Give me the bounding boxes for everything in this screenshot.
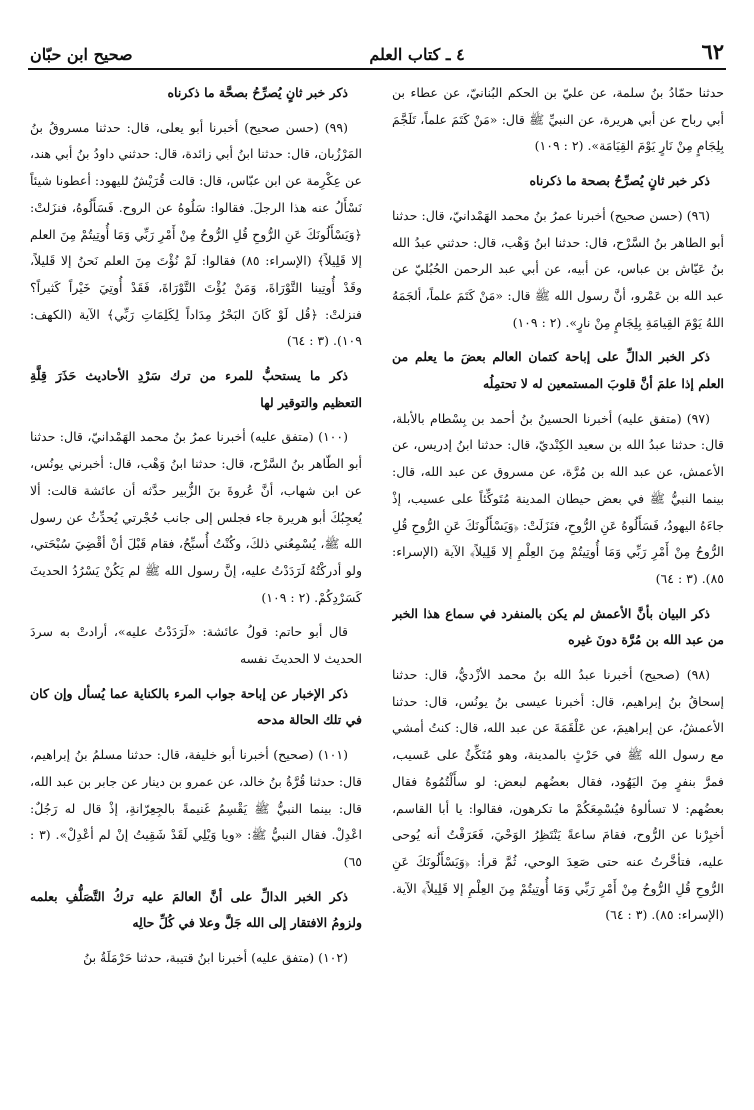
page-header (30, 36, 724, 64)
right-column (392, 80, 724, 1100)
section-heading: ذكر الخبر الدالِّ على أنَّ العالمَ عليه تركُ التَّصَلُّفِ بعلمه ولزومُ الافتقار إلى الله جَلَّ وعلا في كُلِّ حالِه (30, 888, 362, 931)
hadith-paragraph: (٩٧) (متفق عليه) أخبرنا الحسينُ بنُ أحمد بن بِسْطام بالأبلة، قال: حدثنا عبدُ الله بن سعيد الكِنْديّ، قال: حدثنا ابنُ إدريس، عن الأعمش، عن عبد الله بن مُرَّة، عن مسروق عن عبد الله، قال: بينما النبيُّ ﷺ في بعض حيطان المدينة مُتَوكِّئاً على عسيب، إذْ جاءَهُ اليهودُ، فَسَأَلُوهُ عَنِ الرُّوحِ، فنَزَلَتْ: ﴿وَيَسْأَلُونَكَ عَنِ الرُّوحِ قُلِ الرُّوحُ مِنْ أَمْرِ رَبِّي وَمَا أُوتِيتُمْ مِنَ العِلْمِ إلا قَلِيلاً﴾ الآية (الإسراء: ٨٥). (٣ : ٦٤) (392, 410, 724, 586)
section-heading: ذكر خبر ثانٍ يُصرِّحُ بصحَّة ما ذكرناه (167, 85, 348, 100)
header-rule (28, 68, 726, 70)
section-heading: ذكر البيان بأنَّ الأعمش لم يكن بالمنفرد في سماع هذا الخبر من عبد الله بن مُرَّة دونَ غيره (392, 605, 724, 648)
hadith-paragraph: (٩٦) (حسن صحيح) أخبرنا عمرُ بنُ محمد الهَمْدانيّ، قال: حدثنا أبو الطاهر بنُ السَّرْح، قال: حدثنا ابنُ وَهْب، قال: حدثني عبدُ الله بنُ عَيّاش بن عباس، عن أبيه، عن أبي عبد الرحمن الحُبُليّ عن عبد الله بن عَمْرو، أنَّ رسول الله ﷺ قال: «مَنْ كَتَمَ علماً، ألجَمَهُ اللهُ يَوْمَ القِيامَةِ بِلِجَامٍ مِنْ نارٍ». (٢ : ١٠٩) (392, 207, 724, 330)
paragraph: حدثنا حمّادُ بنُ سلمة، عن عليّ بن الحكم البُنانيّ، عن عطاء بن أبي رباح عن أبي هريرة، عن النبيِّ ﷺ قال: «مَنْ كَتَمَ علماً، تَلَجَّمَ بِلِجَامٍ مِنْ نَارٍ يَوْمَ القِيَامَة». (٢ : ١٠٩) (392, 85, 724, 154)
chapter-title: ٤ ـ كتاب العلم (369, 45, 465, 64)
page-number: ٦٢ (701, 39, 724, 64)
section-heading: ذكر خبر ثانٍ يُصرِّحُ بصحة ما ذكرناه (529, 173, 710, 189)
hadith-paragraph: (٩٩) (حسن صحيح) أخبرنا أبو يعلى، قال: حدثنا مسروقُ بنُ المَرْزُبان، قال: حدثنا ابنُ أبي زائدة، قال: حدثني داودُ بنُ أبي هند، عن عِكْرِمة عن ابن عبّاس، قال: قالت قُرَيْشٌ لليهود: أعطونا شيئاً نَسْأَلُ عنه هذا الرجلَ. فقالوا: سَلُوهُ عن الروح. فَسَأَلُوهُ، فنزَلتْ: ﴿وَيَسْأَلُونَكَ عَنِ الرُّوحِ قُلِ الرُّوحُ مِنْ أَمْرِ رَبِّي وَمَا أُوتِيتُمْ مِنَ العلم إلا قَلِيلاً﴾ (الإسراء: ٨٥) فقالوا: لَمْ نُؤْتَ مِنَ العلم نَحنُ إلا قَليلاً، وقَدْ أُوتِينا التَّوْرَاةَ، وَمَنْ يُؤْتَ التَّوْرَاةَ، فَقَدْ أُوتِيَ خَيْراً كَثيراً؟ فنزلتْ: ﴿قُل لَوْ كَانَ البَحْرُ مِدَاداً لِكَلِمَاتِ رَبِّي﴾ الآية (الكهف: ١٠٩). (٣ : ٦٤) (30, 119, 362, 349)
commentary-paragraph: قال أبو حاتم: قولُ عائشة: «لَرَدَدْتُ عليه»، أرادتْ به سردَ الحديث لا الحديثَ نفسه (30, 624, 362, 667)
section-heading: ذكر الخبر الدالِّ على إباحة كتمان العالم بعضَ ما يعلم من العلم إذا علمَ أنَّ قلوبَ المستمعين له لا تحتمِلُه (392, 349, 724, 392)
section-heading: ذكر ما يستحبُّ للمرء من ترك سَرْدِ الأحاديث حَذَرَ قِلَّةِ التعظيم والتوقير لها (30, 368, 362, 410)
hadith-paragraph: (١٠١) (صحيح) أخبرنا أبو خليفة، قال: حدثنا مسلمُ بنُ إبراهيم، قال: حدثنا قُرَّةُ بنُ خالد، عن عمرو بن دينار عن جابر بن عبد الله، قال: بينما النبيُّ ﷺ يَقْسِمُ غَنيمةً بالجِعِرّانةِ، إذْ قال له رَجُلٌ: اعْدِلْ. فقال النبيُّ ﷺ: «ويا وَيْلِي لَقَدْ شَقِيتُ إنْ لم أعْدِلْ». (٣ : ٦٥) (30, 747, 362, 869)
left-column (30, 80, 362, 1100)
hadith-paragraph: (١٠٠) (متفق عليه) أخبرنا عمرُ بنُ محمد الهَمْدانيّ، قال: حدثنا أبو الطّاهر بنُ السَّرْح، قال: حدثنا ابنُ وَهْب، قال: أخبرني يونُس، عن ابن شهاب، أنَّ عُروةَ بنَ الزُّبير حدَّثه أن عائشة قالت: ألا يُعجِبُكَ أبو هريرة جاء فجلس إلى جانب حُجْرتي يُحدِّثُ عن رسول الله ﷺ، يُسْمِعُني ذلكَ، وكُنْتُ أُسبِّحُ، فقام قَبْلَ أنْ أقْضِيَ سُبْحَتي، ولو أدركْتُهُ لَرَدَدْتُ عليه، إنَّ رسول الله ﷺ لم يَكُنْ يَسْرُدُ الحديثَ كَسَرْدِكُمْ. (٢ : ١٠٩) (30, 429, 362, 605)
section-heading: ذكر الإخبار عن إباحة جواب المرء بالكناية عما يُسأل وإن كان في تلك الحالة مدحه (30, 685, 362, 728)
book-title: صحيح ابن حبّان (30, 45, 133, 64)
hadith-paragraph: (٩٨) (صحيح) أخبرنا عبدُ الله بنُ محمد الأزْديُّ، قال: حدثنا إسحاقُ بنُ إبراهيم، قال: أخبرنا عيسى بنُ يونُس، قال: حدثنا الأعمشُ، عن إبراهيمَ، عن عَلْقَمَةَ عن عبد الله، قال: كنتُ أمشي مع رسول الله ﷺ في حَرْثٍ بالمدينة، وهو مُتَكِّئٌ على عَسيب، فمرَّ بنفرٍ مِنَ اليَهُود، فقال بعضُهم لبعض: لو سأَلْتُمُوهُ فقال بعضُهم: لا تسألوهُ فيُسْمِعَكُمْ ما تكرهون، فقالوا: يا أبا القاسم، أخبِرْنا عن الرُّوح، فقامَ ساعةً يَنْتَظِرُ الوَحْيَ، فَعَرَفْتُ أنه يُوحى عليه، فتأخَّرتُ عنه حتى صَعِدَ الوحي، ثُمَّ قرأ: ﴿وَيَسْأَلُونَكَ عَنِ الرُّوحِ قُلِ الرُّوحُ مِنْ أَمْرِ رَبِّي وَمَا أُوتِيتُمْ مِنَ العِلْمِ إلا قَلِيلاً﴾ الآية. (الإسراء: ٨٥). (٣ : ٦٤) (392, 667, 724, 923)
hadith-paragraph: (١٠٢) (متفق عليه) أخبرنا ابنُ قتيبة، حدثنا حَرْمَلَةُ بنُ (83, 950, 348, 966)
